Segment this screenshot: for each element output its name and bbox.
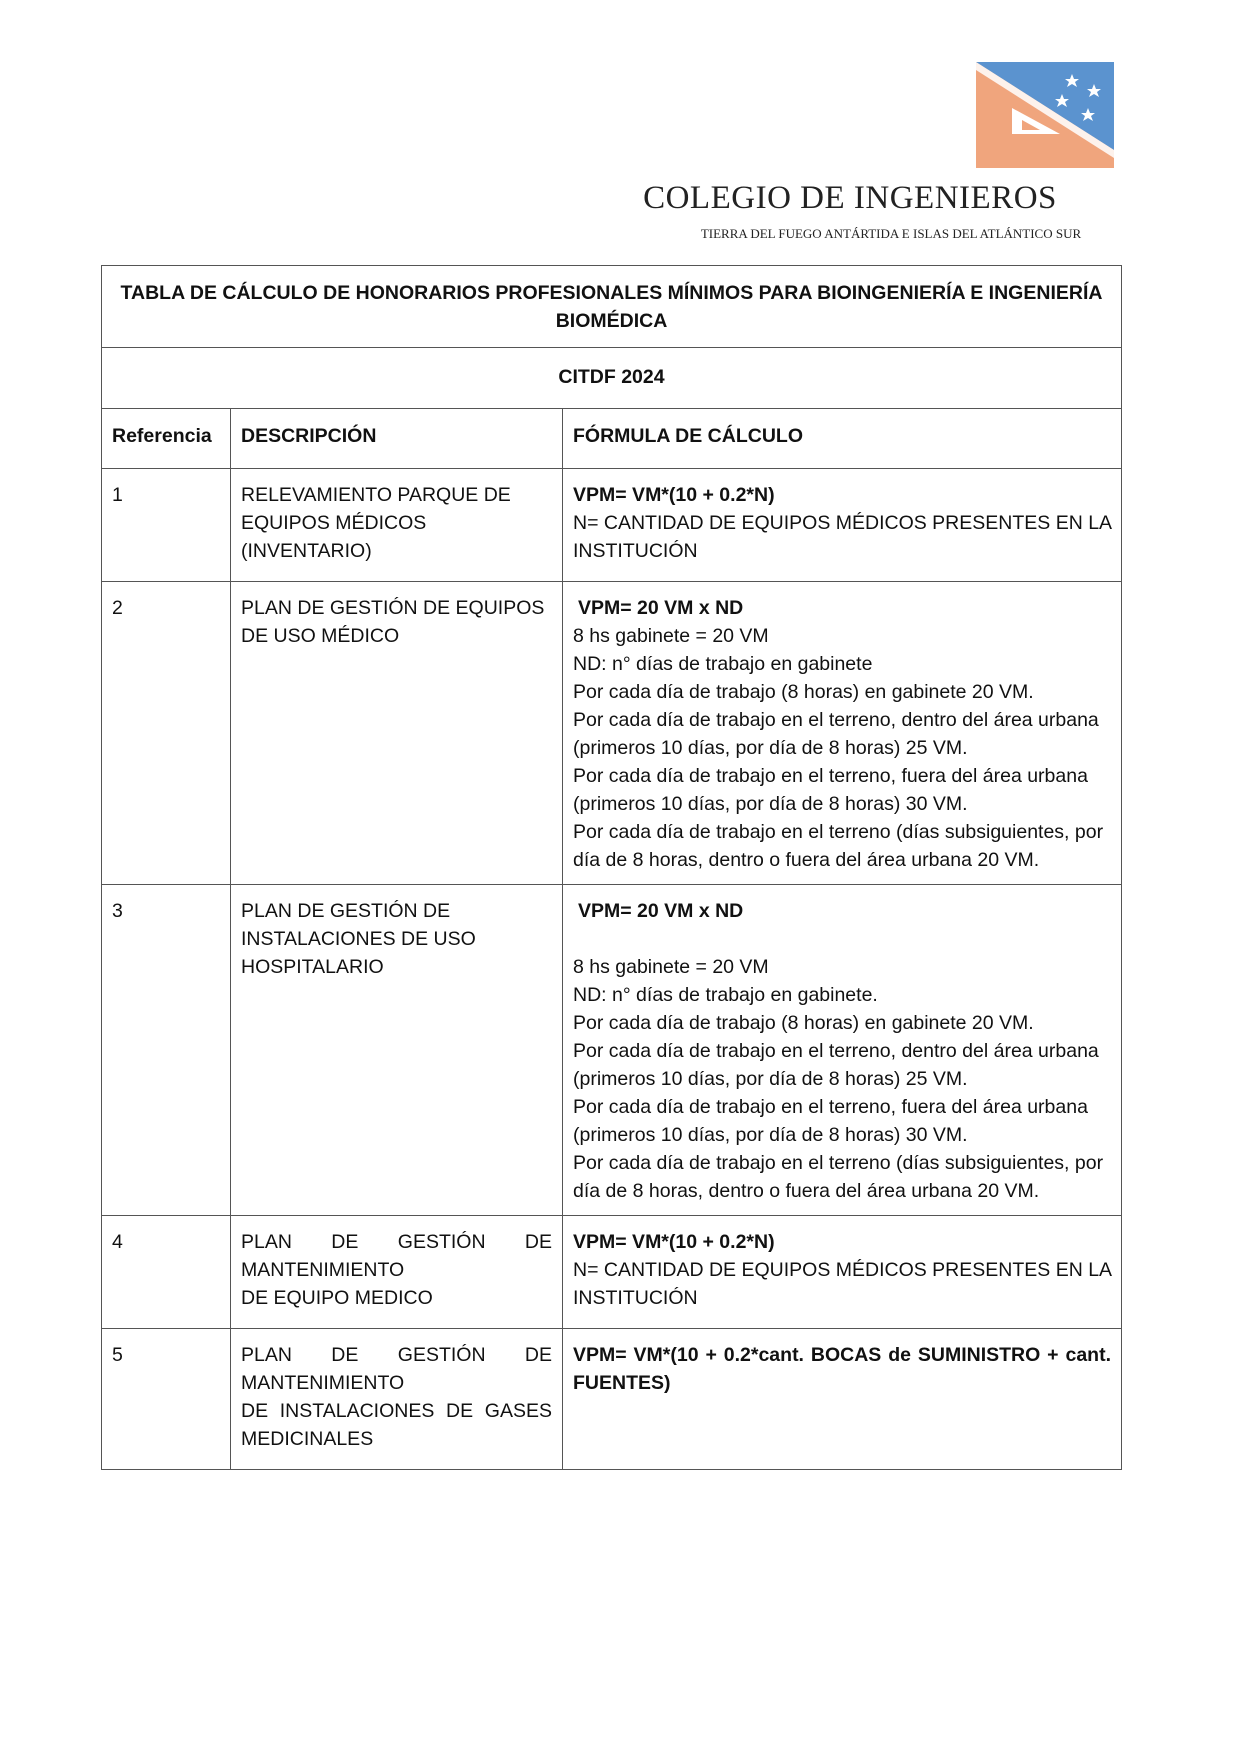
row-reference: 1 [102,469,231,582]
row-formula [563,1329,1122,1470]
table-row [102,885,1122,1216]
column-header-formula: FÓRMULA DE CÁLCULO [563,409,1122,469]
formula-main: VPM= VM*(10 + 0.2*N) [573,1231,775,1253]
table-row [102,1216,1122,1329]
description-line: MANTENIMIENTO [241,1259,405,1281]
description-line: PLAN DE GESTIÓN DE [241,1231,552,1253]
row-description: RELEVAMIENTO PARQUE DE EQUIPOS MÉDICOS (INVENTARIO) [231,469,563,582]
table-title: TABLA DE CÁLCULO DE HONORARIOS PROFESIONALES MÍNIMOS PARA BIOINGENIERÍA E INGENIERÍA BIOMÉDICA [102,266,1122,348]
row-description: PLAN DE GESTIÓN DE INSTALACIONES DE USO HOSPITALARIO [231,885,563,1216]
table-header-row [102,409,1122,469]
row-formula [563,1216,1122,1329]
row-description: PLAN DE GESTIÓN DE EQUIPOS DE USO MÉDICO [231,582,563,885]
fees-table [101,265,1122,1470]
formula-line: Por cada día de trabajo en el terreno, fuera del área urbana (primeros 10 días, por día de 8 horas) 30 VM. [573,1096,1088,1146]
table-title-row [102,266,1122,348]
column-header-description: DESCRIPCIÓN [231,409,563,469]
formula-line: ND: n° días de trabajo en gabinete. [573,984,878,1006]
formula-main: VPM= 20 VM x ND [578,597,744,619]
row-reference: 3 [102,885,231,1216]
formula-main: VPM= VM*(10 + 0.2*N) [573,484,775,506]
formula-line: Por cada día de trabajo en el terreno, dentro del área urbana (primeros 10 días, por día de 8 horas) 25 VM. [573,1040,1099,1090]
row-description [231,1216,563,1329]
row-formula [563,885,1122,1216]
table-row [102,1329,1122,1470]
formula-line: Por cada día de trabajo en el terreno (días subsiguientes, por día de 8 horas, dentro o fuera del área urbana 20 VM. [573,1152,1104,1202]
formula-line: ND: n° días de trabajo en gabinete [573,653,873,675]
description-line: DE EQUIPO MEDICO [241,1287,433,1309]
formula-line: 8 hs gabinete = 20 VM [573,625,769,647]
formula-line: Por cada día de trabajo (8 horas) en gabinete 20 VM. [573,681,1034,703]
formula-main: VPM= 20 VM x ND [578,900,744,922]
row-formula [563,469,1122,582]
formula-line: N= CANTIDAD DE EQUIPOS MÉDICOS PRESENTES EN LA INSTITUCIÓN [573,1259,1111,1309]
formula-line: Por cada día de trabajo en el terreno, fuera del área urbana (primeros 10 días, por día de 8 horas) 30 VM. [573,765,1088,815]
row-reference: 2 [102,582,231,885]
table-year-row [102,348,1122,409]
formula-line: 8 hs gabinete = 20 VM [573,956,769,978]
column-header-reference: Referencia [102,409,231,469]
description-line: PLAN DE GESTIÓN DE [241,1344,552,1366]
table-row [102,582,1122,885]
formula-spacer [573,925,1111,953]
row-reference: 5 [102,1329,231,1470]
tierra-del-fuego-flag-logo [976,62,1114,168]
row-reference: 4 [102,1216,231,1329]
org-name: COLEGIO DE INGENIEROS [643,180,1057,216]
formula-line: Por cada día de trabajo (8 horas) en gabinete 20 VM. [573,1012,1034,1034]
table-year-label: CITDF 2024 [102,348,1122,409]
description-line: MANTENIMIENTO [241,1372,405,1394]
row-description [231,1329,563,1470]
formula-main: VPM= VM*(10 + 0.2*cant. BOCAS de SUMINISTRO + cant. FUENTES) [573,1344,1111,1394]
row-formula [563,582,1122,885]
formula-line: Por cada día de trabajo en el terreno, dentro del área urbana (primeros 10 días, por día de 8 horas) 25 VM. [573,709,1099,759]
formula-line: Por cada día de trabajo en el terreno (días subsiguientes, por día de 8 horas, dentro o fuera del área urbana 20 VM. [573,821,1104,871]
description-line: DE INSTALACIONES DE GASES MEDICINALES [241,1400,552,1450]
formula-line: N= CANTIDAD DE EQUIPOS MÉDICOS PRESENTES EN LA INSTITUCIÓN [573,512,1111,562]
table-row [102,469,1122,582]
org-subtitle: TIERRA DEL FUEGO ANTÁRTIDA E ISLAS DEL ATLÁNTICO SUR [700,226,1082,241]
